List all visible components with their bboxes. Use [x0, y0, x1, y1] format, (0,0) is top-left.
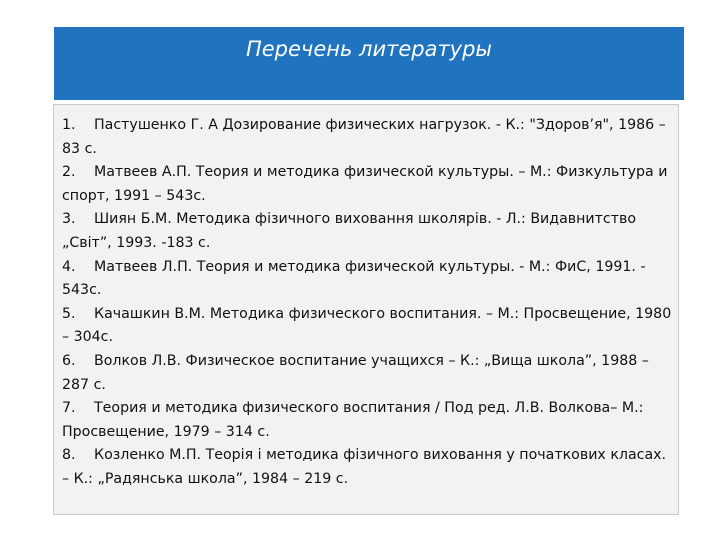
reference-item: [62, 256, 672, 303]
reference-text: Козленко М.П. Теорія і методика фізичного виховання у початкових класах. – К.: „Радянська школа”, 1984 – 219 с.: [62, 447, 667, 487]
reference-item: [62, 303, 672, 350]
reference-number: 7.: [62, 400, 76, 417]
reference-number: 3.: [62, 211, 76, 228]
reference-text: Матвеев А.П. Теория и методика физической культуры. – М.: Физкультура и спорт, 1991 – 543с.: [62, 164, 668, 204]
reference-text: Качашкин В.М. Методика физического воспитания. – М.: Просвещение, 1980 – 304с.: [62, 305, 672, 346]
reference-number: 4.: [62, 258, 76, 275]
reference-number: 1.: [62, 117, 76, 133]
title-banner: [54, 27, 684, 100]
reference-number: 5.: [62, 305, 76, 322]
reference-item: [62, 114, 672, 161]
reference-item: [62, 350, 672, 397]
reference-item: [62, 397, 672, 444]
reference-list: [53, 104, 679, 515]
slide-title: Перечень литературы: [245, 37, 493, 61]
reference-text: Волков Л.В. Физическое воспитание учащихся – К.: „Вища школа”, 1988 – 287 с.: [62, 352, 649, 393]
reference-item: [62, 161, 672, 208]
reference-number: 6.: [62, 352, 76, 369]
reference-text: Пастушенко Г. А Дозирование физических нагрузок. - К.: "Здоров’я", 1986 – 83 с.: [62, 117, 666, 157]
reference-item: [62, 444, 672, 491]
reference-text: Теория и методика физического воспитания / Под ред. Л.В. Волкова– М.: Просвещение, 1979 – 314 с.: [62, 400, 644, 440]
reference-text: Шиян Б.М. Методика фізичного виховання школярів. - Л.: Видавнитство „Світ”, 1993. -183 с.: [62, 211, 637, 251]
reference-number: 8.: [62, 447, 76, 464]
reference-number: 2.: [62, 164, 76, 181]
reference-text: Матвеев Л.П. Теория и методика физической культуры. - М.: ФиС, 1991. - 543с.: [62, 258, 646, 299]
reference-item: [62, 208, 672, 255]
